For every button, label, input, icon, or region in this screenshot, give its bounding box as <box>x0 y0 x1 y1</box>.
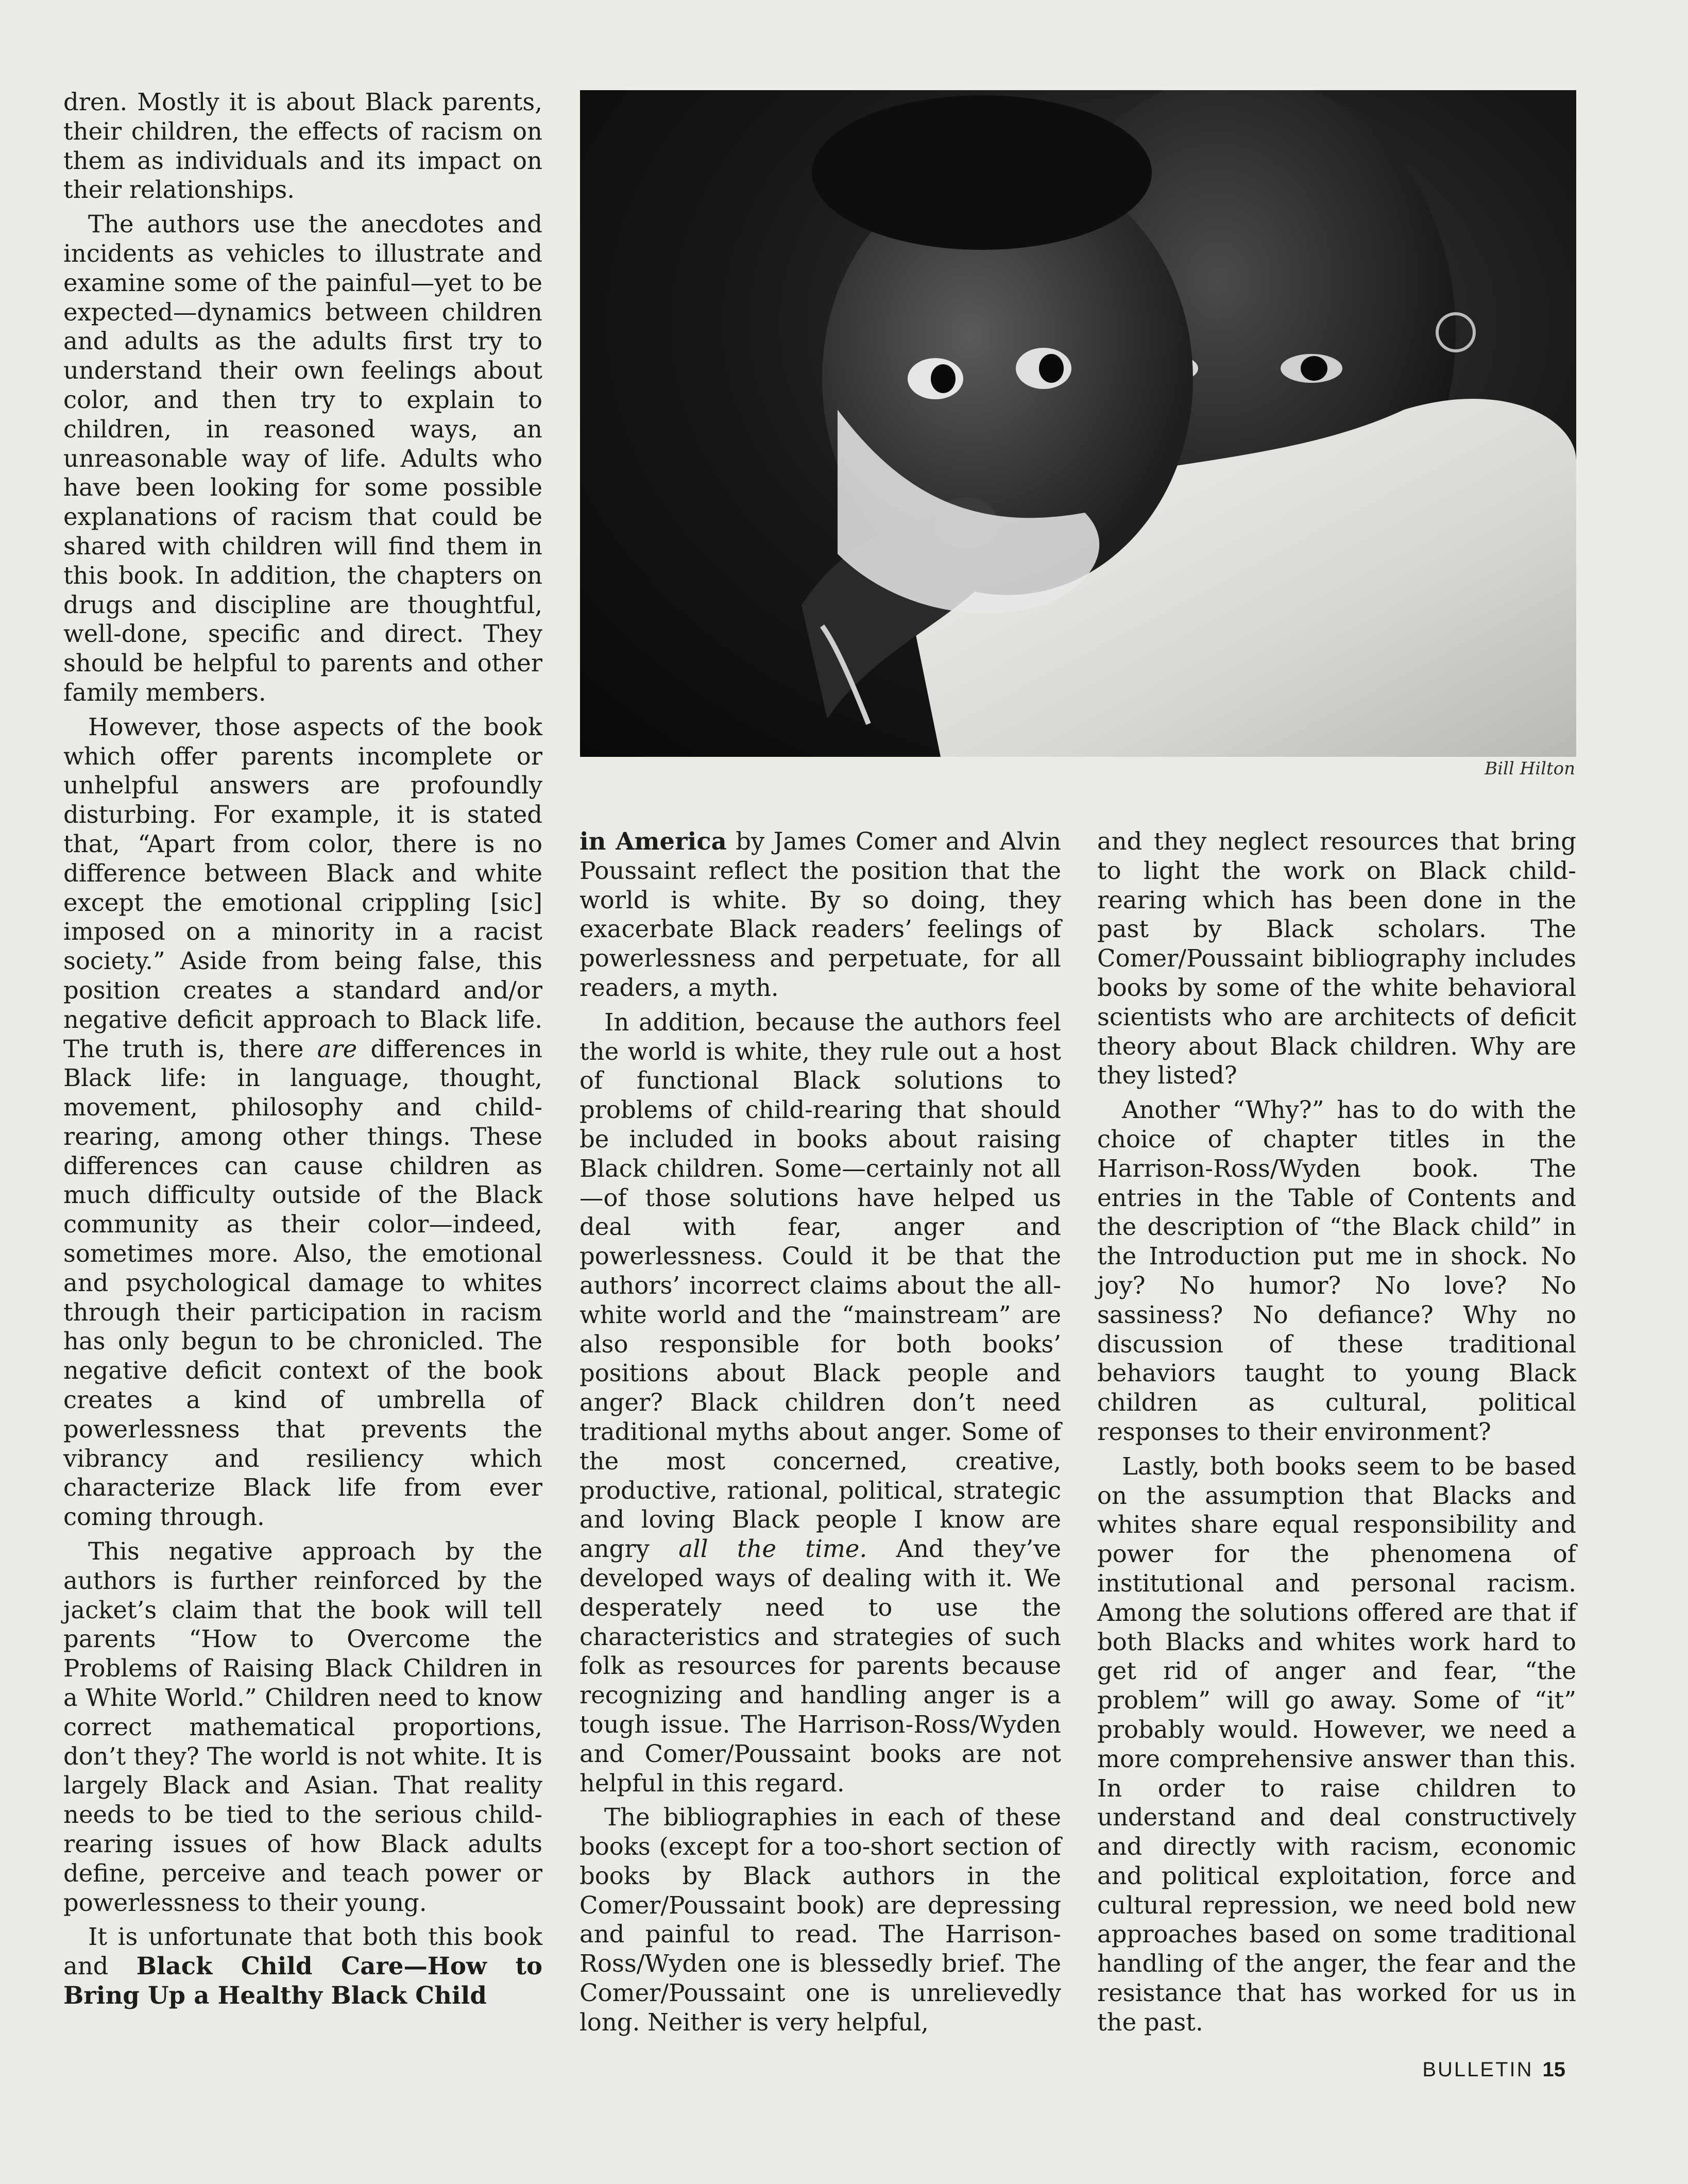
photo-illustration <box>580 90 1576 757</box>
paragraph: It is unfortunate that both this book and Black Child Care—How to Bring Up a Healthy Black Child <box>63 1923 542 2009</box>
text-column-3 <box>1097 827 1576 2037</box>
paragraph: dren. Mostly it is about Black parents, their children, the effects of racism on them as individuals and its impact on their relationships. <box>63 88 542 204</box>
emphasis: are <box>317 1035 357 1063</box>
paragraph: However, those aspects of the book which offer parents incomplete or unhelpful answers are profoundly disturbing. For example, it is stated that, “Apart from color, there is no difference between Black and white except the emotional crippling [sic] imposed on a minority in a racist society.” Aside from being false, this position creates a standard and/or negative deficit approach to Black life. The truth is, there are differences in Black life: in language, thought, movement, philosophy and child-rearing, among other things. These differences can cause children as much difficulty outside of the Black community as their color—indeed, sometimes more. Also, the emotional and psychological damage to whites through their participation in racism has only begun to be chronicled. The negative deficit context of the book creates a kind of umbrella of powerlessness that prevents the vibrancy and resiliency which characterize Black life from ever coming through. <box>63 713 542 1531</box>
paragraph: and they neglect resources that bring to light the work on Black child-rearing which has been done in the past by Black scholars. The Comer/Poussaint bibliography includes books by some of the white behavioral scientists who are architects of deficit theory about Black children. Why are they listed? <box>1097 827 1576 1090</box>
paragraph: Lastly, both books seem to be based on the assumption that Blacks and whites share equal responsibility and power for the phenomena of institutional and personal racism. Among the solutions offered are that if both Blacks and whites work hard to get rid of anger and fear, “the problem” will go away. Some of “it” probably would. However, we need a more comprehensive answer than this. In order to raise children to understand and deal constructively and directly with racism, economic and political exploitation, force and cultural repression, we need bold new approaches based on some traditional handling of the anger, the fear and the resistance that has worked for us in the past. <box>1097 1452 1576 2036</box>
book-title: in America <box>579 827 727 855</box>
page-number: 15 <box>1542 2058 1565 2081</box>
publication-name: BULLETIN <box>1422 2058 1533 2081</box>
paragraph: This negative approach by the authors is further reinforced by the jacket’s claim that the book will tell parents “How to Overcome the Problems of Raising Black Children in a White World.” Children need to know correct mathematical proportions, don’t they? The world is not white. It is largely Black and Asian. That reality needs to be tied to the serious child-rearing issues of how Black adults define, perceive and teach power or powerlessness to their young. <box>63 1537 542 1917</box>
paragraph: Another “Why?” has to do with the choice of chapter titles in the Harrison-Ross/Wyden book. The entries in the Table of Contents and the description of “the Black child” in the Introduction put me in shock. No joy? No humor? No love? No sassiness? No defiance? Why no discussion of these traditional behaviors taught to young Black children as cultural, political responses to their environment? <box>1097 1096 1576 1446</box>
photograph <box>580 90 1576 757</box>
book-title: Black Child Care—How to Bring Up a Healthy Black Child <box>63 1952 542 2009</box>
text-column-1 <box>63 88 542 2010</box>
text-column-2 <box>579 827 1061 2037</box>
paragraph: in America by James Comer and Alvin Poussaint reflect the position that the world is white. By so doing, they exacerbate Black readers’ feelings of powerlessness and perpetuate, for all readers, a myth. <box>579 827 1061 1002</box>
paragraph: The bibliographies in each of these books (except for a too-short section of books by Black authors in the Comer/Poussaint book) are depressing and painful to read. The Harrison-Ross/Wyden one is blessedly brief. The Comer/Poussaint one is unrelievedly long. Neither is very helpful, <box>579 1803 1061 2036</box>
emphasis: all the time. <box>678 1535 867 1563</box>
photo-credit: Bill Hilton <box>1485 758 1575 779</box>
page-footer <box>1422 2058 1565 2081</box>
paragraph: In addition, because the authors feel the world is white, they rule out a host of functional Black solutions to problems of child-rearing that should be included in books about raising Black children. Some—certainly not all—of those solutions have helped us deal with fear, anger and powerlessness. Could it be that the authors’ incorrect claims about the all-white world and the “mainstream” are also responsible for both books’ positions about Black people and anger? Black children don’t need traditional myths about anger. Some of the most concerned, creative, productive, rational, political, strategic and loving Black people I know are angry all the time. And they’ve developed ways of dealing with it. We desperately need to use the characteristics and strategies of such folk as resources for parents because recognizing and handling anger is a tough issue. The Harrison-Ross/Wyden and Comer/Poussaint books are not helpful in this regard. <box>579 1008 1062 1797</box>
paragraph: The authors use the anecdotes and incidents as vehicles to illustrate and examine some of the painful—yet to be expected—dynamics between children and adults as the adults first try to understand their own feelings about color, and then try to explain to children, in reasoned ways, an unreasonable way of life. Adults who have been looking for some possible explanations of racism that could be shared with children will find them in this book. In addition, the chapters on drugs and discipline are thoughtful, well-done, specific and direct. They should be helpful to parents and other family members. <box>63 210 542 706</box>
